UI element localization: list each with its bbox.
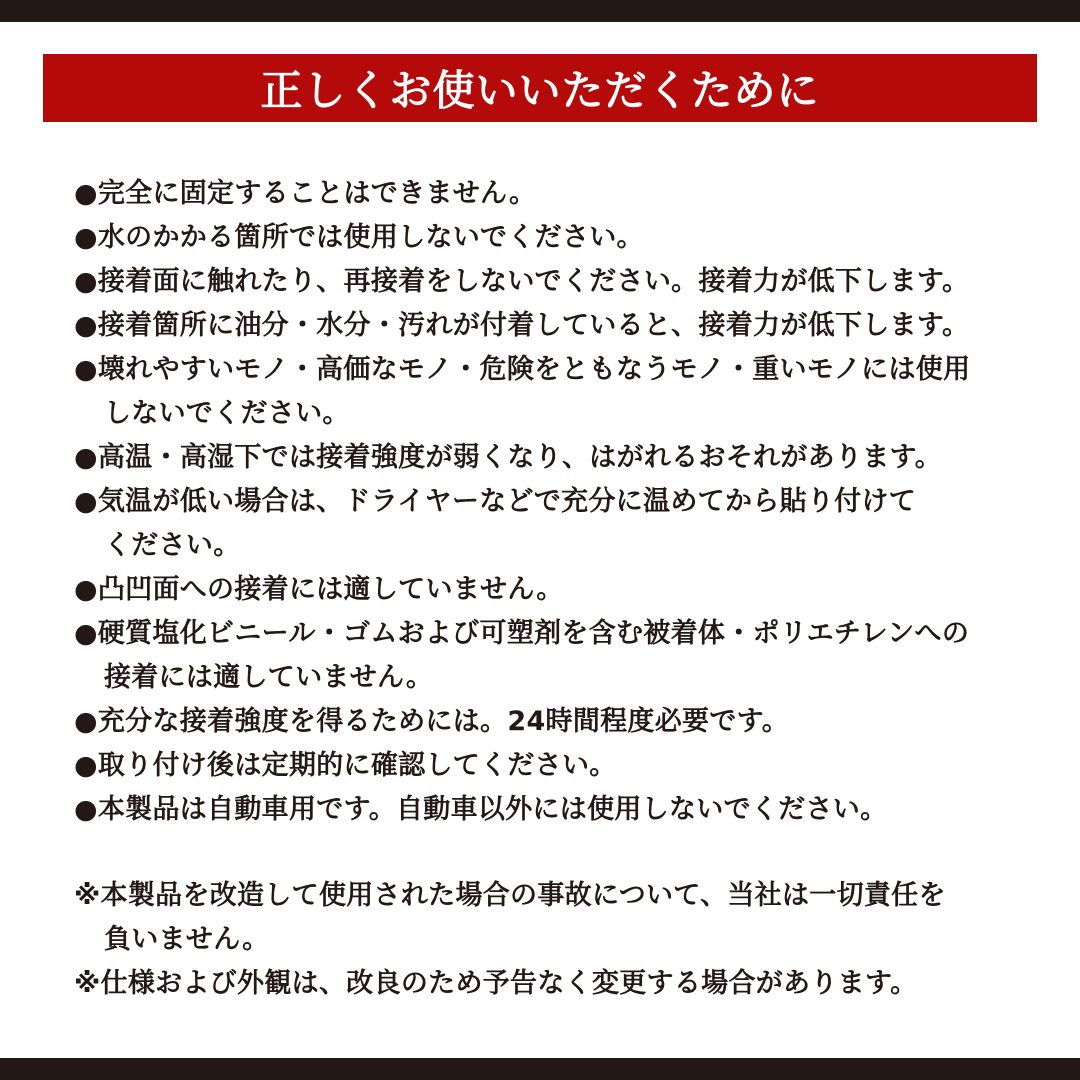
caution-line: ●本製品は自動車用です。自動車以外には使用しないでください。 bbox=[74, 794, 888, 825]
title-banner bbox=[43, 54, 1037, 122]
caution-line: ●凸凹面への接着には適していません。 bbox=[74, 574, 564, 605]
caution-line: ●気温が低い場合は、ドライヤーなどで充分に温めてから貼り付けて bbox=[74, 486, 917, 517]
caution-line: ●接着面に触れたり、再接着をしないでください。接着力が低下します。 bbox=[74, 266, 970, 297]
caution-line: ●水のかかる箇所では使用しないでください。 bbox=[74, 222, 644, 253]
caution-line: ●硬質塩化ビニール・ゴムおよび可塑剤を含む被着体・ポリエチレンへの bbox=[74, 618, 970, 649]
caution-line: ●高温・高湿下では接着強度が弱くなり、はがれるおそれがあります。 bbox=[74, 442, 942, 473]
caution-item bbox=[74, 260, 1024, 304]
caution-item bbox=[74, 216, 1024, 260]
bottom-border bbox=[0, 1058, 1080, 1080]
caution-item bbox=[74, 744, 1024, 788]
caution-item bbox=[74, 348, 1024, 436]
caution-item bbox=[74, 436, 1024, 480]
page-title: 正しくお使いいただくために bbox=[260, 66, 820, 115]
caution-line: ●接着箇所に油分・水分・汚れが付着していると、接着力が低下します。 bbox=[74, 310, 970, 341]
caution-line: ●取り付け後は定期的に確認してください。 bbox=[74, 750, 617, 781]
caution-item bbox=[74, 700, 1024, 744]
disclaimer-line: ※仕様および外観は、改良のため予告なく変更する場合があります。 bbox=[74, 968, 918, 999]
caution-line-continued: 接着には適していません。 bbox=[104, 662, 434, 693]
caution-item bbox=[74, 480, 1024, 568]
caution-line: ●壊れやすいモノ・高価なモノ・危険をともなうモノ・重いモノには使用 bbox=[74, 354, 971, 385]
caution-line-continued: ください。 bbox=[104, 530, 241, 561]
section-spacer bbox=[74, 832, 1024, 874]
caution-list bbox=[74, 172, 1024, 1006]
caution-item bbox=[74, 788, 1024, 832]
disclaimer-item bbox=[74, 962, 1024, 1006]
caution-item bbox=[74, 172, 1024, 216]
caution-item bbox=[74, 612, 1024, 700]
disclaimer-line-continued: 負いません。 bbox=[104, 924, 270, 955]
caution-line: ●完全に固定することはできません。 bbox=[74, 178, 537, 209]
caution-line: ●充分な接着強度を得るためには。24時間程度必要です。 bbox=[74, 706, 790, 737]
caution-item bbox=[74, 304, 1024, 348]
top-border bbox=[0, 0, 1080, 22]
caution-line-continued: しないでください。 bbox=[104, 398, 350, 429]
disclaimer-item bbox=[74, 874, 1024, 962]
disclaimer-line: ※本製品を改造して使用された場合の事故について、当社は一切責任を bbox=[74, 880, 946, 911]
caution-item bbox=[74, 568, 1024, 612]
